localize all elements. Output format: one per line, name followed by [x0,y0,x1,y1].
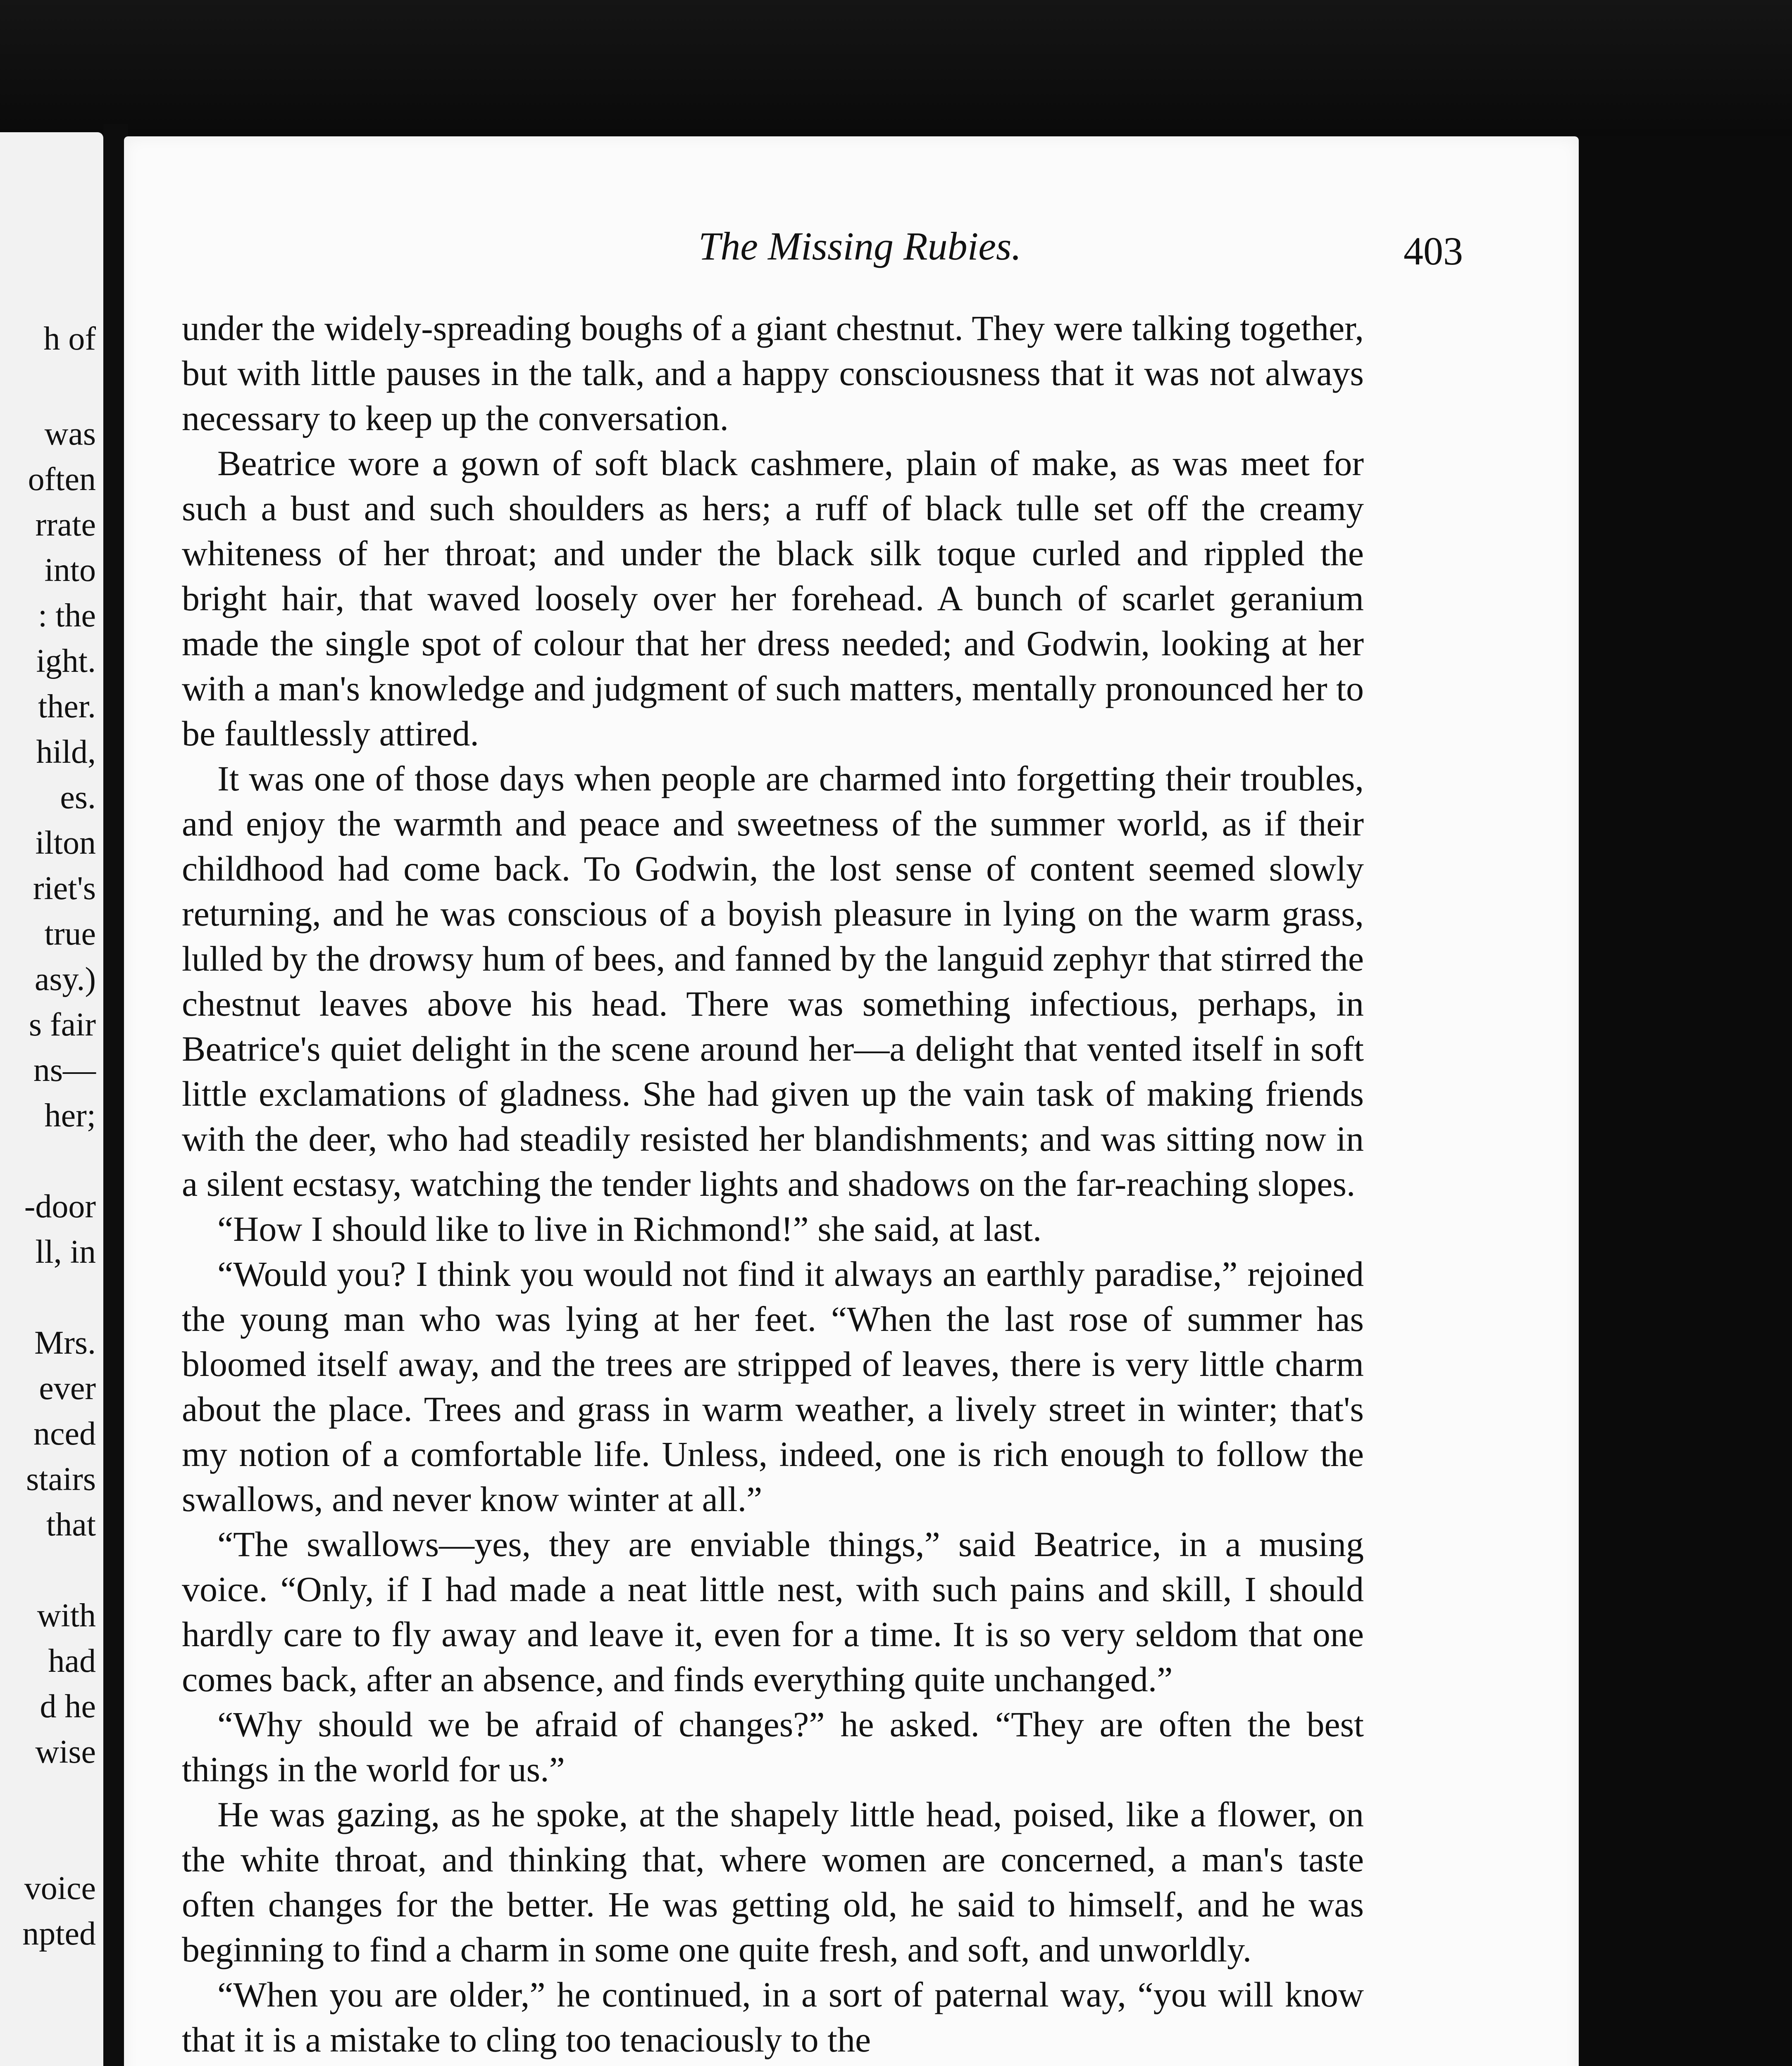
left-page-fragment: s fair [29,1007,96,1043]
paragraph: It was one of those days when people are charmed into forgetting their troubles, and enjoy the warmth and peace and sweetness of the summer world, as if their childhood had come back. To Godwin, the lost sense of content seemed slowly returning, and he was conscious of a boyish pleasure in lying on the warm grass, lulled by the drowsy hum of bees, and fanned by the languid zephyr that stirred the chestnut leaves above his head. There was something infectious, perhaps, in Beatrice's quiet delight in the scene around her—a delight that vented itself in soft little exclamations of gladness. She had given up the vain task of making friends with the deer, who had steadily resisted her blandishments; and was sitting now in a silent ecstasy, watching the tender lights and shadows on the far-reaching slopes. [182,759,1364,1204]
left-page-fragment: voice [24,1870,96,1907]
paragraph: Beatrice wore a gown of soft black cashmere, plain of make, as was meet for such a bust and such shoulders as hers; a ruff of black tulle set off the creamy whiteness of her throat; and under the black silk toque curled and rippled the bright hair, that waved loosely over her forehead. A bunch of scarlet geranium made the single spot of colour that her dress needed; and Godwin, looking at her with a man's knowledge and judgment of such matters, mentally pronounced her to be faultlessly attired. [182,443,1364,753]
left-page-fragment: with [37,1597,96,1634]
left-page-fragment: rrate [35,507,96,543]
paragraph: “The swallows—yes, they are enviable things,” said Beatrice, in a musing voice. “Only, if I had made a neat little nest, with such pains and skill, I should hardly care to fly away and leave it, even for a time. It is so very seldom that one comes back, after an absence, and finds everything quite unchanged.” [182,1524,1364,1699]
page-number: 403 [1404,229,1463,273]
left-page-fragment: : the [38,597,96,634]
left-page-fragment: that [46,1507,96,1543]
left-page-fragment: true [44,916,96,952]
left-page-fragment: asy.) [34,961,96,997]
left-page-fragment: -door [24,1188,96,1225]
page-header [182,223,1463,281]
left-page-fragment: stairs [26,1461,96,1497]
left-page-fragment: ilton [35,825,96,861]
left-page-fragment: ther. [38,688,96,725]
left-page-fragment: npted [22,1916,96,1952]
left-page-fragment: ll, in [35,1234,96,1270]
left-page-fragment: often [28,461,96,497]
left-page-fragment: nced [33,1416,96,1452]
paragraph: under the widely-spreading boughs of a giant chestnut. They were talking together, but with little pauses in the talk, and a happy consciousness that it was not always necessary to keep up the conversation. [182,308,1364,438]
left-page-fragment: ns— [33,1052,96,1088]
left-page-fragment: Mrs. [34,1325,96,1361]
left-page-fragment: d he [40,1688,96,1725]
paragraph: “Why should we be afraid of changes?” he asked. “They are often the best things in the world for us.” [182,1704,1364,1789]
left-page-fragment: riet's [33,870,96,907]
left-page-fragment: hild, [36,734,96,770]
running-title: The Missing Rubies. [698,224,1022,268]
left-page-fragment: was [44,416,96,452]
left-page-fragment: wise [35,1734,96,1770]
left-page-fragment: ight. [36,643,96,679]
left-page-fragment: ever [39,1370,96,1407]
paragraph: “How I should like to live in Richmond!” she said, at last. [217,1209,1042,1249]
left-page-fragment: had [48,1643,96,1679]
left-page-fragment: her; [44,1097,96,1134]
left-page-edge [0,132,103,2066]
paragraph: “When you are older,” he continued, in a sort of paternal way, “you will know that it is a mistake to cling too tenaciously to the [182,1975,1364,2059]
book-page [124,136,1579,2066]
paragraph: He was gazing, as he spoke, at the shapely little head, poised, like a flower, on the white throat, and thinking that, where women are concerned, a man's taste often changes for the better. He was getting old, he said to himself, and he was beginning to find a charm in some one quite fresh, and soft, and unworldly. [182,1795,1364,1969]
page-body [182,306,1364,2062]
left-page-fragment: into [44,552,96,588]
scan-background [0,0,1792,136]
paragraph: “Would you? I think you would not find it always an earthly paradise,” rejoined the young man who was lying at her feet. “When the last rose of summer has bloomed itself away, and the trees are stripped of leaves, there is very little charm about the place. Trees and grass in warm weather, a lively street in winter; that's my notion of a comfortable life. Unless, indeed, one is rich enough to follow the swallows, and never know winter at all.” [182,1254,1364,1519]
left-page-fragment: es. [60,779,96,816]
left-page-fragment: h of [43,321,96,357]
